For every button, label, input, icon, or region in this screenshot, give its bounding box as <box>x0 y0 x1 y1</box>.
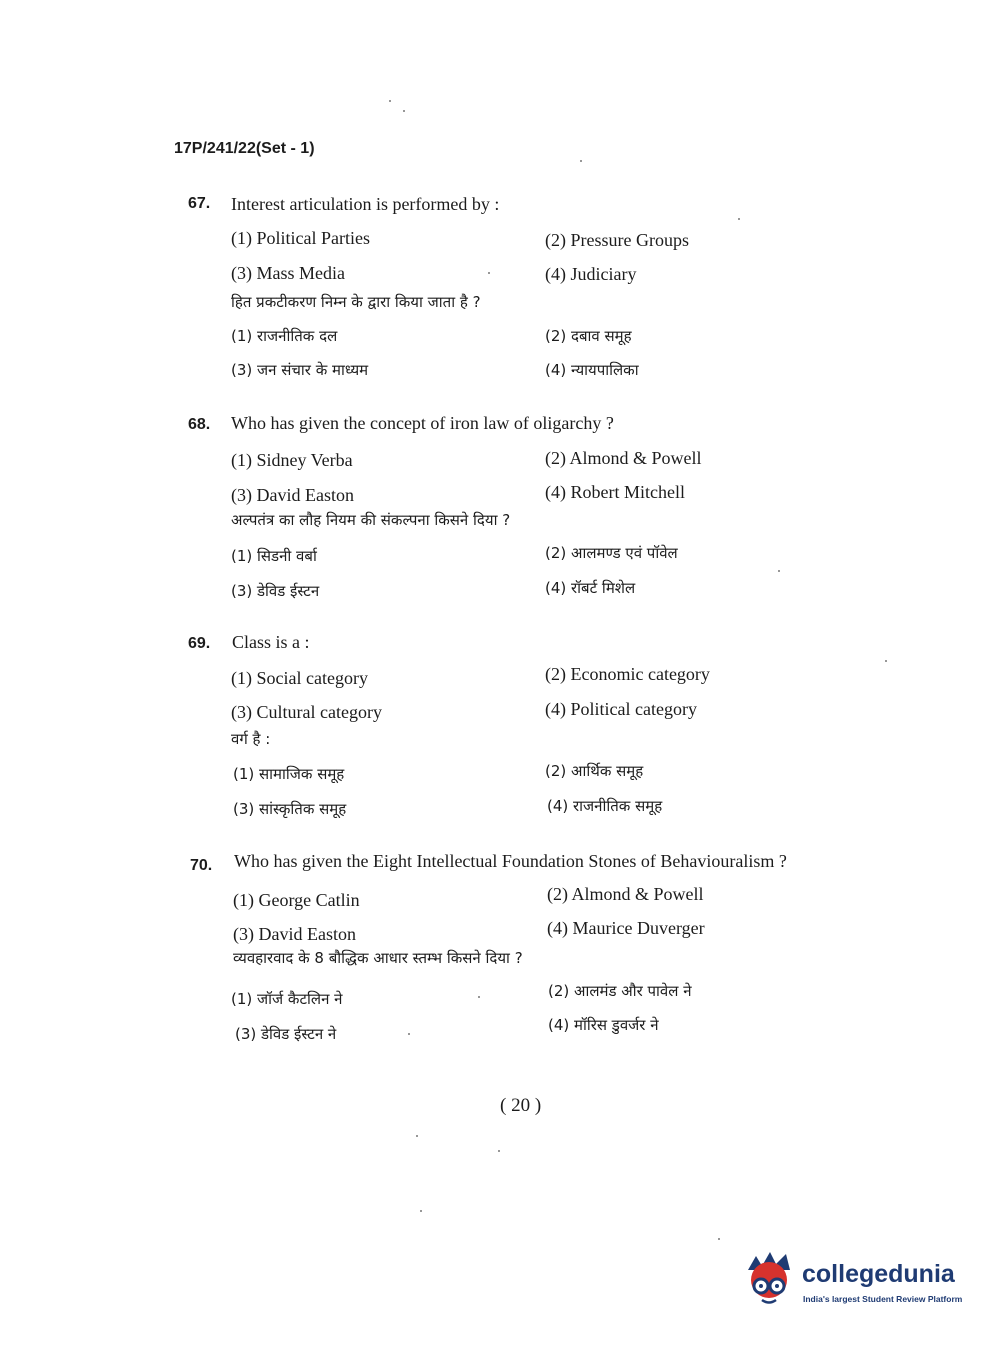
question-text-en: Interest articulation is performed by : <box>231 194 500 214</box>
option-1-hi: (1) राजनीतिक दल <box>231 327 338 345</box>
option-4-en: (4) Judiciary <box>545 264 637 284</box>
scan-speck <box>389 100 391 102</box>
option-2-hi: (2) दबाव समूह <box>545 327 632 345</box>
option-3-hi: (3) डेविड ईस्टन ने <box>235 1025 337 1043</box>
option-4-en: (4) Robert Mitchell <box>545 482 685 502</box>
question-number: 68. <box>188 416 211 433</box>
option-2-en: (2) Economic category <box>545 664 710 684</box>
scan-speck <box>420 1210 422 1212</box>
option-2-hi: (2) आलमंड और पावेल ने <box>548 982 692 1000</box>
option-3-hi: (3) जन संचार के माध्यम <box>231 361 369 379</box>
scan-speck <box>488 272 490 274</box>
scan-speck <box>885 660 887 662</box>
option-4-hi: (4) न्यायपालिका <box>545 361 639 379</box>
option-2-en: (2) Almond & Powell <box>545 448 702 468</box>
option-3-en: (3) David Easton <box>231 485 354 505</box>
option-1-en: (1) Social category <box>231 668 368 688</box>
logo-name: collegedunia <box>802 1260 955 1288</box>
option-4-hi: (4) राजनीतिक समूह <box>547 797 663 815</box>
logo-tagline: India's largest Student Review Platform <box>803 1294 963 1304</box>
scan-speck <box>738 218 740 220</box>
option-2-en: (2) Almond & Powell <box>547 884 704 904</box>
option-3-en: (3) David Easton <box>233 924 356 944</box>
question-text-hi: व्यवहारवाद के 8 बौद्धिक आधार स्तम्भ किसने दिया ? <box>233 949 523 967</box>
option-1-en: (1) Sidney Verba <box>231 450 353 470</box>
option-3-hi: (3) डेविड ईस्टन <box>231 582 320 600</box>
option-1-en: (1) George Catlin <box>233 890 360 910</box>
option-3-hi: (3) सांस्कृतिक समूह <box>233 800 347 818</box>
scan-speck <box>498 1150 500 1152</box>
scan-speck <box>580 160 582 162</box>
mascot-icon <box>742 1248 800 1314</box>
question-text-hi: हित प्रकटीकरण निम्न के द्वारा किया जाता है ? <box>231 293 481 311</box>
question-text-en: Who has given the Eight Intellectual Foundation Stones of Behaviouralism ? <box>234 851 787 871</box>
option-4-en: (4) Maurice Duverger <box>547 918 705 938</box>
option-3-en: (3) Mass Media <box>231 263 345 283</box>
option-2-hi: (2) आलमण्ड एवं पॉवेल <box>545 544 678 562</box>
scan-speck <box>408 1033 410 1035</box>
option-4-en: (4) Political category <box>545 699 697 719</box>
question-number: 67. <box>188 195 211 212</box>
scan-speck <box>718 1238 720 1240</box>
option-1-hi: (1) जॉर्ज कैटलिन ने <box>231 990 343 1008</box>
question-text-hi: अल्पतंत्र का लौह नियम की संकल्पना किसने दिया ? <box>231 511 511 529</box>
option-3-en: (3) Cultural category <box>231 702 382 722</box>
option-1-hi: (1) सामाजिक समूह <box>233 765 345 783</box>
page-number: ( 20 ) <box>500 1095 542 1116</box>
option-1-hi: (1) सिडनी वर्बा <box>231 547 317 565</box>
option-2-en: (2) Pressure Groups <box>545 230 689 250</box>
scan-speck <box>778 570 780 572</box>
paper-code: 17P/241/22(Set - 1) <box>174 140 315 157</box>
question-text-hi: वर्ग है : <box>231 730 271 748</box>
question-number: 70. <box>190 857 213 874</box>
scan-speck <box>478 996 480 998</box>
question-text-en: Who has given the concept of iron law of oligarchy ? <box>231 413 614 433</box>
option-2-hi: (2) आर्थिक समूह <box>545 762 644 780</box>
option-4-hi: (4) रॉबर्ट मिशेल <box>545 579 636 597</box>
option-1-en: (1) Political Parties <box>231 228 370 248</box>
question-text-en: Class is a : <box>232 632 310 652</box>
scan-speck <box>416 1135 418 1137</box>
scan-speck <box>403 110 405 112</box>
option-4-hi: (4) मॉरिस डुवर्जर ने <box>548 1016 659 1034</box>
collegedunia-logo <box>742 1248 972 1318</box>
question-number: 69. <box>188 635 211 652</box>
